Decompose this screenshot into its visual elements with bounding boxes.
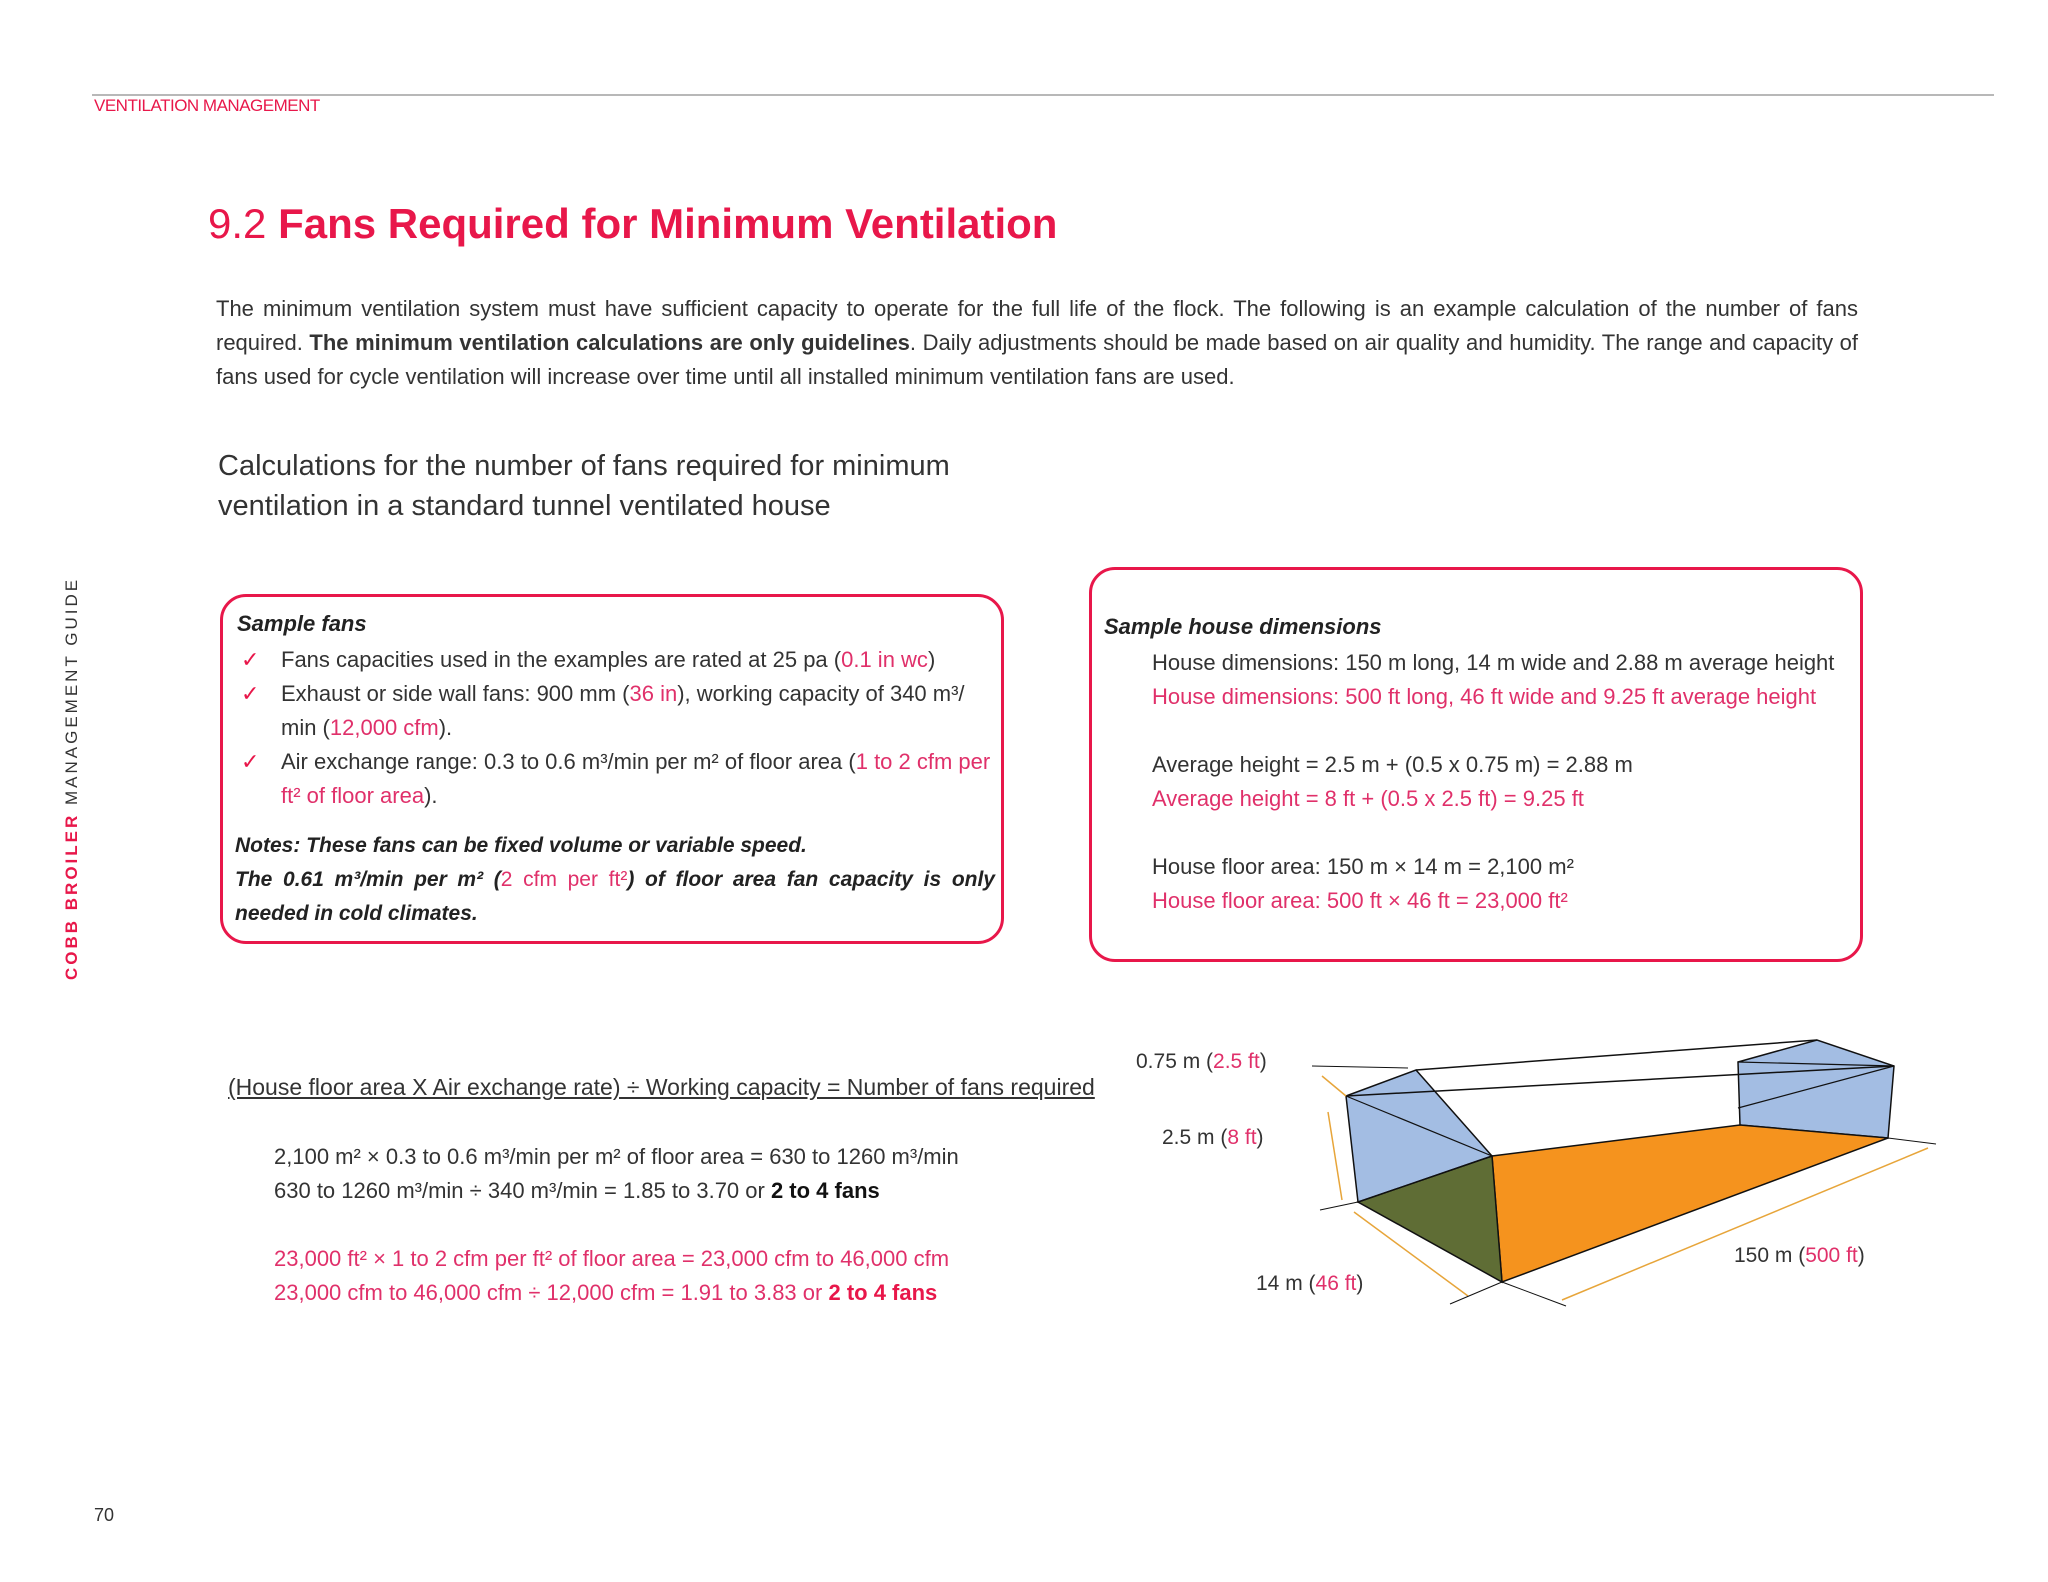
sample-house-box <box>1089 567 1863 962</box>
item-text: ) <box>927 647 936 672</box>
calculation-heading: Calculations for the number of fans required for minimum ventilation in a standard tunnel ventilated house <box>218 450 950 522</box>
roof-extension <box>1312 1066 1408 1068</box>
floor-area-imperial: House floor area: 500 ft × 46 ft = 23,000 ft² <box>1152 888 1568 913</box>
imperial-result: 2 to 4 fans <box>828 1280 938 1305</box>
imperial-calc-1: 23,000 ft² × 1 to 2 cfm per ft² of floor area = 23,000 cfm to 46,000 cfm <box>274 1246 950 1271</box>
guide-name: MANAGEMENT GUIDE <box>62 576 81 813</box>
imperial-value: 36 in <box>629 681 678 706</box>
item-text: Air exchange range: 0.3 to 0.6 m³/min per m² of floor area ( <box>281 749 856 774</box>
house-dimension-lines <box>1152 646 1834 918</box>
wall-dimension-line <box>1328 1112 1342 1200</box>
calculation-lines <box>274 1140 959 1310</box>
length-dimension-label <box>1734 1244 1865 1268</box>
intro-text-1: The minimum ventilation system must have sufficient capacity to operate for the full life of the flock. The following is an example calculation of the number of fans required. <box>216 296 1858 355</box>
dim-metric: 0.75 m ( <box>1136 1050 1214 1073</box>
intro-bold: The minimum ventilation calculations are only guidelines <box>309 330 910 355</box>
notes-text: ) of floor area fan capacity is only needed in cold climates. <box>235 868 995 925</box>
imperial-value: 2 cfm per ft² <box>500 868 628 891</box>
height-imperial: Average height = 8 ft + (0.5 x 2.5 ft) = 9.25 ft <box>1152 786 1584 811</box>
dimensions-metric: House dimensions: 150 m long, 14 m wide and 2.88 m average height <box>1152 650 1835 675</box>
dim-paren: ) <box>1256 1126 1264 1149</box>
fans-notes <box>235 829 995 931</box>
fan-spec-list <box>233 643 993 813</box>
section-heading: Fans Required for Minimum Ventilation <box>278 200 1058 247</box>
check-icon: ✓ <box>241 681 260 706</box>
check-icon: ✓ <box>241 647 260 672</box>
dim-imperial: 46 ft <box>1315 1272 1357 1295</box>
item-text: Fans capacities used in the examples are rated at 25 pa ( <box>281 647 842 672</box>
list-item <box>233 677 993 745</box>
section-number: 9.2 <box>208 200 267 247</box>
sample-house-title: Sample house dimensions <box>1104 614 1382 639</box>
sample-fans-box <box>220 594 1004 944</box>
house-diagram <box>1136 1010 1950 1340</box>
dim-paren: ) <box>1259 1050 1267 1073</box>
header-rule <box>92 94 1994 96</box>
dim-imperial: 8 ft <box>1227 1126 1257 1149</box>
calc-text: 630 to 1260 m³/min ÷ 340 m³/min = 1.85 to 3.70 or <box>274 1178 771 1203</box>
dim-imperial: 500 ft <box>1805 1244 1858 1267</box>
check-icon: ✓ <box>241 749 260 774</box>
imperial-value: 0.1 in wc <box>841 647 928 672</box>
dim-metric: 14 m ( <box>1256 1272 1316 1295</box>
metric-calc-1: 2,100 m² × 0.3 to 0.6 m³/min per m² of floor area = 630 to 1260 m³/min <box>274 1144 959 1169</box>
notes-text: The 0.61 m³/min per m² ( <box>235 868 501 891</box>
fans-formula: (House floor area X Air exchange rate) ÷ Working capacity = Number of fans required <box>228 1074 1095 1100</box>
imperial-value: 12,000 cfm <box>329 715 439 740</box>
floor-area-metric: House floor area: 150 m × 14 m = 2,100 m² <box>1152 854 1574 879</box>
wall-extension <box>1320 1202 1358 1210</box>
metric-calc-2 <box>274 1174 959 1208</box>
roof-dimension-line <box>1322 1076 1346 1096</box>
item-text: ), working capacity of 340 m³/ min ( <box>281 681 965 740</box>
wall-dimension-label <box>1162 1126 1264 1150</box>
intro-text-2: . Daily adjustments should be made based on air quality and humidity. The range and capacity of fans used for cycle ventilation will increase over time until all installed minimum ventilation fans are used. <box>216 330 1859 389</box>
far-gable <box>1738 1040 1894 1138</box>
metric-result: 2 to 4 fans <box>770 1178 880 1203</box>
imperial-calc-2 <box>274 1276 959 1310</box>
dim-paren: ) <box>1857 1244 1865 1267</box>
list-item <box>233 643 993 677</box>
notes-line-2 <box>235 863 995 931</box>
dim-metric: 2.5 m ( <box>1162 1126 1228 1149</box>
item-text: ). <box>438 715 453 740</box>
sample-fans-title: Sample fans <box>237 611 367 636</box>
dimensions-imperial: House dimensions: 500 ft long, 46 ft wide and 9.25 ft average height <box>1152 684 1817 709</box>
section-title <box>208 200 1057 248</box>
width-extension <box>1450 1282 1502 1304</box>
intro-paragraph <box>216 292 1858 394</box>
calc-text: 23,000 cfm to 46,000 cfm ÷ 12,000 cfm = 1.91 to 3.83 or <box>274 1280 829 1305</box>
length-extension <box>1888 1138 1936 1144</box>
width-dimension-label <box>1256 1272 1363 1296</box>
roof-dimension-label <box>1136 1050 1267 1074</box>
length-extension <box>1502 1282 1566 1306</box>
item-text: ). <box>424 783 438 808</box>
height-metric: Average height = 2.5 m + (0.5 x 0.75 m) = 2.88 m <box>1152 752 1633 777</box>
brand-name: COBB BROILER <box>62 812 81 980</box>
dim-imperial: 2.5 ft <box>1213 1050 1260 1073</box>
dim-metric: 150 m ( <box>1734 1244 1806 1267</box>
item-text: Exhaust or side wall fans: 900 mm ( <box>281 681 630 706</box>
notes-line-1: Notes: These fans can be fixed volume or variable speed. <box>235 834 807 857</box>
side-label <box>62 577 82 980</box>
page-number: 70 <box>94 1505 115 1525</box>
running-header: VENTILATION MANAGEMENT <box>94 96 320 115</box>
imperial-value: 1 to 2 cfm per ft² of floor area <box>281 749 991 808</box>
list-item <box>233 745 993 813</box>
dim-paren: ) <box>1356 1272 1364 1295</box>
